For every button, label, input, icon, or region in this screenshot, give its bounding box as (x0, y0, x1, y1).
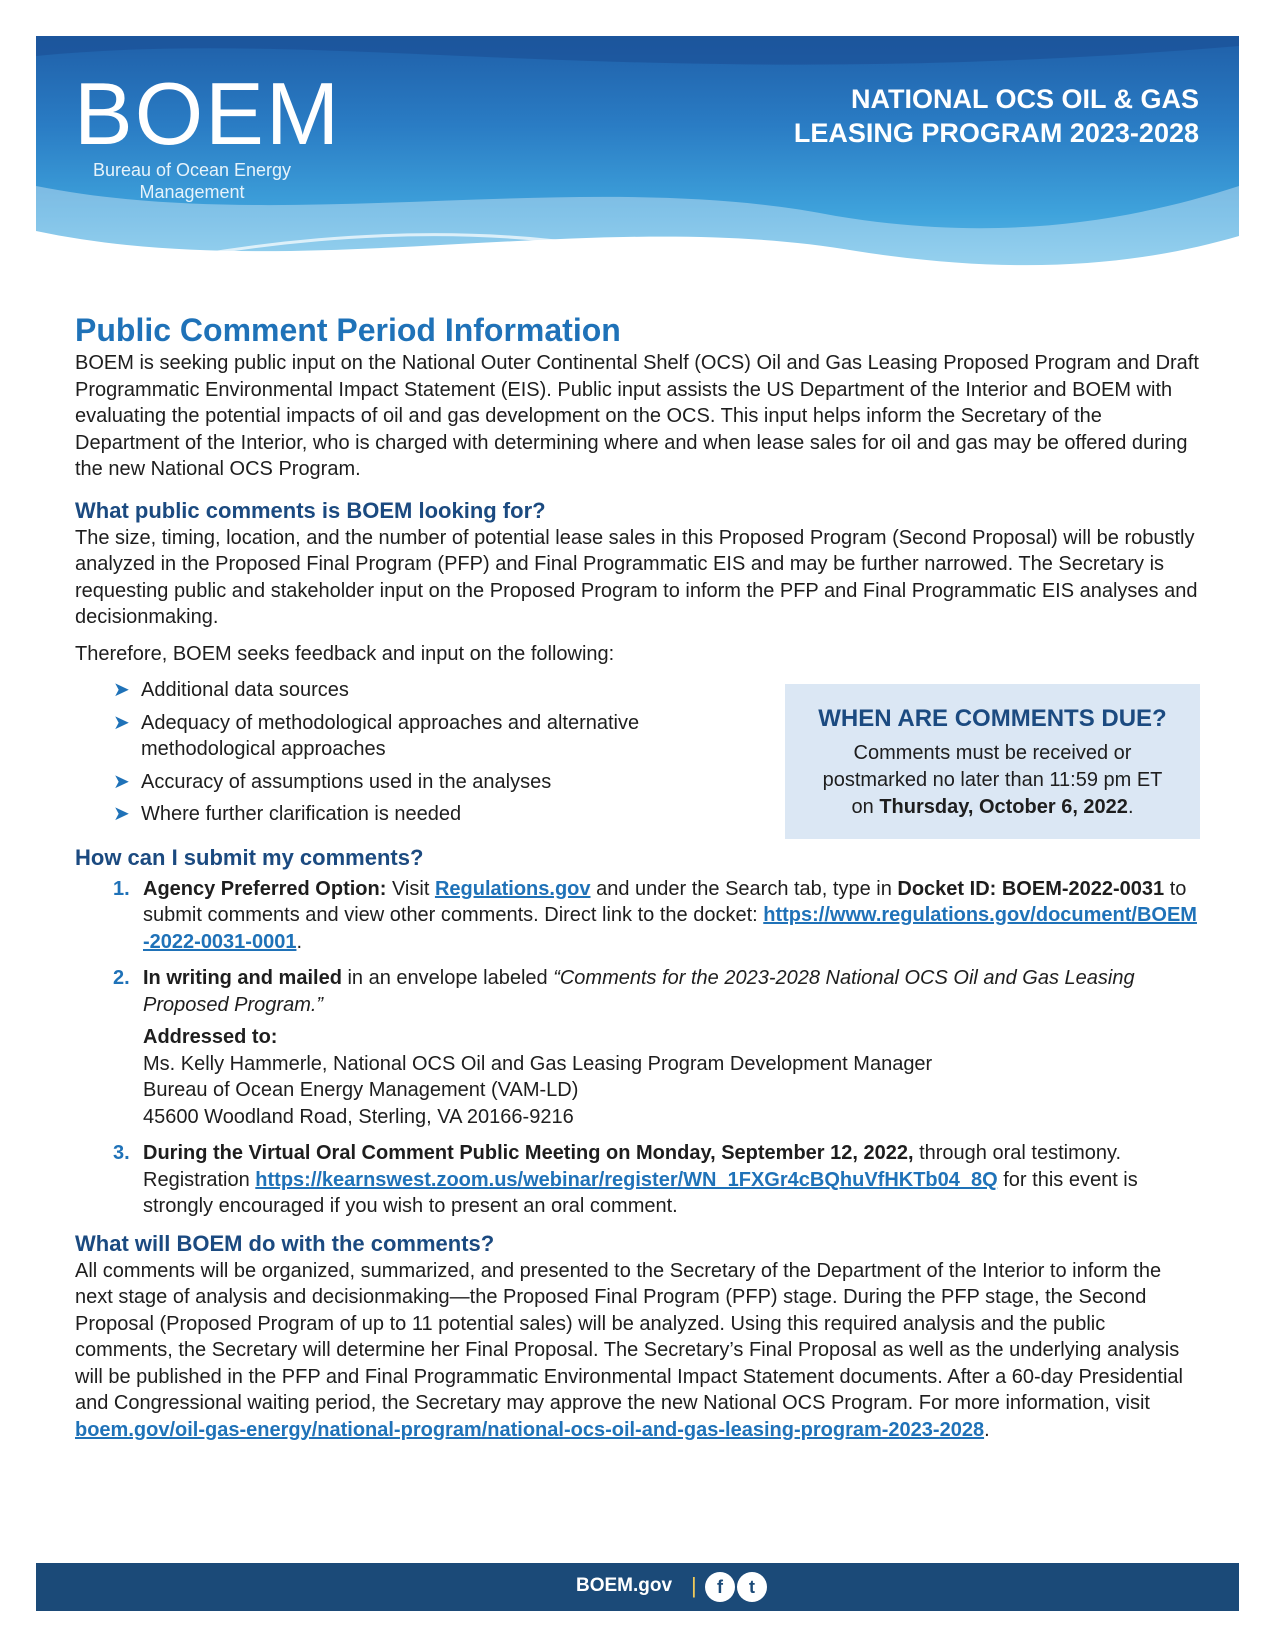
envelope-label: “Comments for the 2023-2028 National OCS Oil and Gas Leasing Proposed Program.” (143, 967, 1135, 1016)
looking-for-body: The size, timing, location, and the number of potential lease sales in this Proposed Program (Second Proposal) will be robustly analyzed in the Proposed Final Program (PFP) and Final Programmatic EIS and may be further narrowed. The Secretary is requesting public and stakeholder input on the Proposed Program to inform the PFP and Final Programmatic EIS analyses and decisionmaking. (75, 526, 1198, 628)
intro-paragraph: BOEM is seeking public input on the National Outer Continental Shelf (OCS) Oil and Gas Leasing Proposed Program and Draft Programmatic Environmental Impact Statement (EIS). Public input assists the US Department of the Interior and BOEM with evaluating the potential impacts of oil and gas development on the OCS. This input helps inform the Secretary of the Department of the Interior, who is charged with determining where and when lease sales for oil and gas may be offered during the new National OCS Program. (75, 352, 1199, 480)
logo-subtitle-line1: Bureau of Ocean Energy (92, 160, 292, 180)
after-body: All comments will be organized, summarized, and presented to the Secretary of the Department of the Interior to inform the next stage of analysis and decisionmaking—the Proposed Final Program (PFP) stage. During the PFP stage, the Second Proposal (Proposed Program of up to 11 potential sales) will be analyzed. Using this required analysis and the public comments, the Secretary will determine her Final Proposal. The Secretary’s Final Proposal as well as the underlying analysis will be published in the PFP and Final Programmatic Environmental Impact Statement documents. After a 60-day Presidential and Congressional waiting period, the Secretary may approve the new National OCS Program. For more information, visit boem.gov/oil-gas-energy/national-program/national-ocs-oil-and-gas-leasing-program-2023-2028. (75, 1259, 1183, 1441)
submit-step-3: 3. During the Virtual Oral Comment Public Meeting on Monday, September 12, 2022, through oral testimony. Registration https://kearnswest.zoom.us/webinar/register/WN_1FXGr4cBQhuVfHKTb04_8Q for this event is strongly encouraged if you wish to present an oral comment. (113, 1142, 1138, 1217)
address-line: 45600 Woodland Road, Sterling, VA 20166-9216 (143, 1105, 574, 1128)
list-item: ➤ Adequacy of methodological approaches and alternative methodological approaches (113, 711, 640, 760)
docket-id: Docket ID: BOEM-2022-0031 (897, 877, 1165, 900)
footer-bar (36, 1563, 1239, 1611)
docket-link[interactable]: https://www.regulations.gov/document/BOEM-2022-0031-0001 (143, 904, 1197, 953)
arrow-bullet-icon: ➤ (113, 803, 130, 825)
step-lead: Agency Preferred Option: (143, 877, 387, 900)
program-info-link[interactable]: boem.gov/oil-gas-energy/national-program/national-ocs-oil-and-gas-leasing-program-2023-2028 (75, 1418, 985, 1441)
logo-wordmark: BOEM (74, 64, 342, 163)
feedback-list (75, 677, 713, 828)
step-lead: During the Virtual Oral Comment Public Meeting on Monday, September 12, 2022, (143, 1142, 914, 1164)
main-content (75, 310, 1200, 1443)
addressed-to-label: Addressed to: (143, 1026, 278, 1048)
step-number: 2. (113, 967, 130, 989)
regulations-gov-link[interactable]: Regulations.gov (434, 877, 591, 900)
due-date: Thursday, October 6, 2022 (879, 796, 1128, 818)
arrow-bullet-icon: ➤ (113, 679, 130, 701)
registration-link[interactable]: https://kearnswest.zoom.us/webinar/register/WN_1FXGr4cBQhuVfHKTb04_8Q (255, 1168, 998, 1191)
address-line: Ms. Kelly Hammerle, National OCS Oil and Gas Leasing Program Development Manager (143, 1052, 933, 1075)
looking-for-heading: What public comments is BOEM looking for? (75, 497, 546, 523)
callout-heading: WHEN ARE COMMENTS DUE? (818, 705, 1167, 732)
arrow-bullet-icon: ➤ (113, 770, 130, 793)
step-lead: In writing and mailed (143, 967, 342, 989)
list-item: ➤ Additional data sources (113, 677, 713, 704)
boem-logo (74, 64, 342, 202)
list-item: ➤ Accuracy of assumptions used in the analyses (113, 769, 713, 796)
after-heading: What will BOEM do with the comments? (75, 1230, 495, 1256)
logo-subtitle-line2: Management (139, 182, 245, 202)
program-title-line2: LEASING PROGRAM 2023-2028 (793, 118, 1199, 148)
page-title: Public Comment Period Information (75, 312, 621, 348)
step-number: 1. (113, 877, 130, 900)
looking-for-lead: Therefore, BOEM seeks feedback and input on the following: (75, 642, 615, 665)
callout-line: on Thursday, October 6, 2022. (851, 796, 1134, 818)
submit-steps (75, 876, 1200, 1220)
submit-heading: How can I submit my comments? (75, 844, 424, 870)
facebook-icon[interactable]: f (705, 1572, 735, 1602)
callout-line: Comments must be received or (853, 742, 1132, 764)
callout-line: postmarked no later than 11:59 pm ET (822, 769, 1163, 791)
header-banner (36, 36, 1239, 291)
program-title (794, 82, 1199, 150)
submit-step-1: 1. Agency Preferred Option: Visit Regulations.gov and under the Search tab, type in Docket ID: BOEM-2022-0031 to submit comments and view other comments. Direct link to the docket: https://www.regulations.gov/document/BOEM-2022-0031-0001. (113, 877, 1197, 953)
list-item: ➤ Where further clarification is needed (113, 801, 713, 828)
site-link[interactable]: BOEM.gov (576, 1575, 673, 1596)
twitter-icon[interactable]: t (737, 1572, 767, 1602)
submit-step-2: 2. In writing and mailed in an envelope labeled “Comments for the 2023-2028 National OCS Oil and Gas Leasing Proposed Program.” Addressed to: Ms. Kelly Hammerle, National OCS Oil and Gas Leasing Program Development Manager Bureau of Ocean Energy Management (VAM-LD) 45600 Woodland Road, Sterling, VA 20166-9216 (113, 965, 1200, 1130)
program-title-line1: NATIONAL OCS OIL & GAS (850, 84, 1199, 114)
footer-separator: | (691, 1573, 697, 1598)
address-line: Bureau of Ocean Energy Management (VAM-LD) (143, 1079, 579, 1101)
step-number: 3. (113, 1142, 130, 1164)
comments-due-callout (785, 684, 1200, 839)
arrow-bullet-icon: ➤ (113, 711, 130, 734)
